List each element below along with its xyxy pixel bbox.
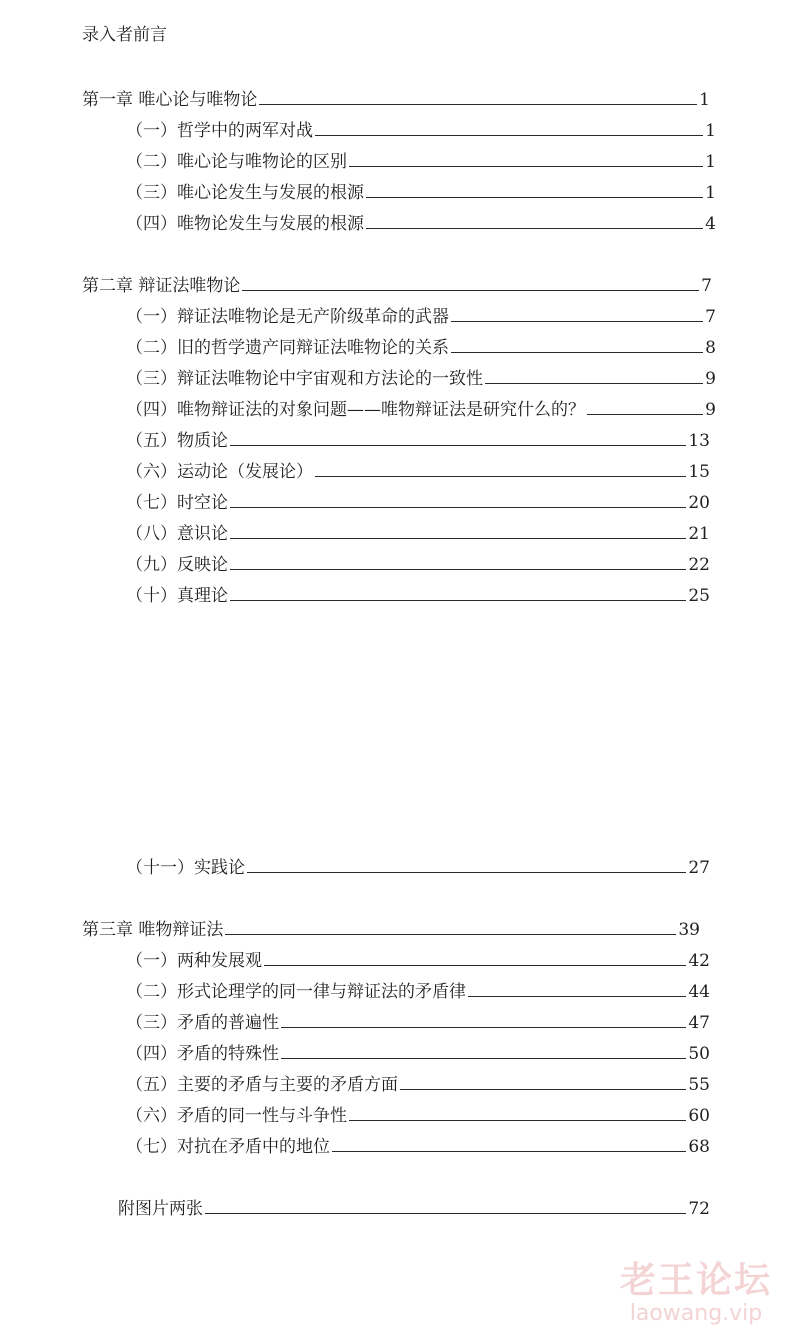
toc-page: 1 [705, 152, 716, 172]
watermark-url: laowang.vip [629, 1301, 763, 1326]
toc-entry[interactable] [126, 976, 710, 1002]
toc-leader [349, 1120, 686, 1121]
toc-leader [315, 476, 686, 477]
toc-entry[interactable] [126, 456, 710, 482]
toc-leader [468, 996, 686, 997]
toc-label: （七）时空论 [126, 493, 228, 513]
preface-heading: 录入者前言 [82, 25, 167, 45]
toc-page: 1 [705, 183, 716, 203]
toc-page: 72 [688, 1199, 710, 1219]
toc-entry[interactable] [126, 1038, 710, 1064]
toc-label: 第三章 唯物辩证法 [82, 920, 224, 940]
toc-label: （七）对抗在矛盾中的地位 [126, 1137, 330, 1157]
toc-leader [242, 290, 699, 291]
toc-page: 21 [688, 524, 710, 544]
toc-appendix[interactable] [118, 1193, 710, 1219]
toc-label: （十）真理论 [126, 586, 228, 606]
toc-label: （四）唯物论发生与发展的根源 [126, 214, 364, 234]
toc-leader [485, 383, 703, 384]
toc-label: （二）唯心论与唯物论的区别 [126, 152, 347, 172]
toc-label: （六）运动论（发展论） [126, 462, 313, 482]
toc-page: 68 [688, 1137, 710, 1157]
toc-leader [366, 197, 703, 198]
toc-label: （三）矛盾的普遍性 [126, 1013, 279, 1033]
toc-entry[interactable] [126, 425, 710, 451]
toc-label: （四）矛盾的特殊性 [126, 1044, 279, 1064]
toc-page: 7 [705, 307, 716, 327]
watermark-title: 老王论坛 [619, 1260, 772, 1301]
toc-label: （一）两种发展观 [126, 951, 262, 971]
toc-page: 50 [688, 1044, 710, 1064]
toc-leader [400, 1089, 686, 1090]
toc-page: 42 [688, 951, 710, 971]
toc-label: （三）辩证法唯物论中宇宙观和方法论的一致性 [126, 369, 483, 389]
toc-label: （六）矛盾的同一性与斗争性 [126, 1106, 347, 1126]
toc-label: （五）主要的矛盾与主要的矛盾方面 [126, 1075, 398, 1095]
toc-entry[interactable] [126, 1069, 710, 1095]
toc-chapter-1[interactable] [82, 84, 710, 110]
toc-leader [230, 569, 686, 570]
toc-leader [230, 600, 686, 601]
toc-entry[interactable] [126, 580, 710, 606]
toc-chapter-2[interactable] [82, 270, 712, 296]
toc-leader [451, 352, 703, 353]
toc-page: 44 [688, 982, 710, 1002]
toc-page: 4 [705, 214, 716, 234]
toc-leader [247, 872, 686, 873]
toc-page: 20 [688, 493, 710, 513]
toc-entry[interactable] [126, 1131, 710, 1157]
toc-label: 附图片两张 [118, 1199, 203, 1219]
toc-entry[interactable] [126, 332, 716, 358]
toc-entry[interactable] [126, 208, 716, 234]
toc-page: 60 [688, 1106, 710, 1126]
toc-page: 47 [688, 1013, 710, 1033]
toc-leader [230, 538, 686, 539]
toc-entry[interactable] [126, 363, 716, 389]
toc-label: （二）形式论理学的同一律与辩证法的矛盾律 [126, 982, 466, 1002]
toc-page: 1 [699, 90, 710, 110]
toc-page: 22 [688, 555, 710, 575]
toc-label: 第一章 唯心论与唯物论 [82, 90, 258, 110]
toc-entry[interactable] [126, 487, 710, 513]
toc-entry[interactable] [126, 177, 716, 203]
toc-label: （八）意识论 [126, 524, 228, 544]
toc-label: （九）反映论 [126, 555, 228, 575]
toc-leader [366, 228, 703, 229]
toc-leader [349, 166, 703, 167]
toc-label: （五）物质论 [126, 431, 228, 451]
toc-page: 13 [688, 431, 710, 451]
watermark [620, 1252, 772, 1326]
toc-page: 55 [688, 1075, 710, 1095]
toc-entry[interactable] [126, 549, 710, 575]
toc-entry[interactable] [126, 146, 716, 172]
toc-label: （四）唯物辩证法的对象问题——唯物辩证法是研究什么的？ [126, 400, 585, 420]
toc-page: 39 [678, 920, 700, 940]
toc-label: （十一）实践论 [126, 858, 245, 878]
toc-leader [225, 934, 676, 935]
toc-entry[interactable] [126, 945, 710, 971]
toc-leader [230, 445, 686, 446]
toc-page: 7 [701, 276, 712, 296]
toc-page: 9 [705, 369, 716, 389]
toc-entry[interactable] [126, 1007, 710, 1033]
toc-label: （二）旧的哲学遗产同辩证法唯物论的关系 [126, 338, 449, 358]
toc-page: 25 [688, 586, 710, 606]
toc-leader [230, 507, 686, 508]
toc-page: 15 [688, 462, 710, 482]
toc-entry[interactable] [126, 301, 716, 327]
toc-leader [281, 1027, 686, 1028]
toc-label: （一）辩证法唯物论是无产阶级革命的武器 [126, 307, 449, 327]
toc-leader [315, 135, 703, 136]
toc-leader [205, 1213, 686, 1214]
toc-entry[interactable] [126, 852, 710, 878]
toc-entry[interactable] [126, 394, 716, 420]
toc-leader [259, 104, 697, 105]
toc-leader [264, 965, 686, 966]
toc-leader [332, 1151, 686, 1152]
toc-entry[interactable] [126, 518, 710, 544]
toc-entry[interactable] [126, 1100, 710, 1126]
toc-label: （一）哲学中的两军对战 [126, 121, 313, 141]
toc-leader [451, 321, 703, 322]
toc-page: 9 [705, 400, 716, 420]
toc-label: （三）唯心论发生与发展的根源 [126, 183, 364, 203]
toc-leader [587, 414, 703, 415]
toc-page: 27 [688, 858, 710, 878]
toc-chapter-3[interactable] [82, 914, 700, 940]
toc-entry[interactable] [126, 115, 716, 141]
toc-page: 1 [705, 121, 716, 141]
toc-leader [281, 1058, 686, 1059]
toc-page: 8 [705, 338, 716, 358]
toc-label: 第二章 辩证法唯物论 [82, 276, 241, 296]
